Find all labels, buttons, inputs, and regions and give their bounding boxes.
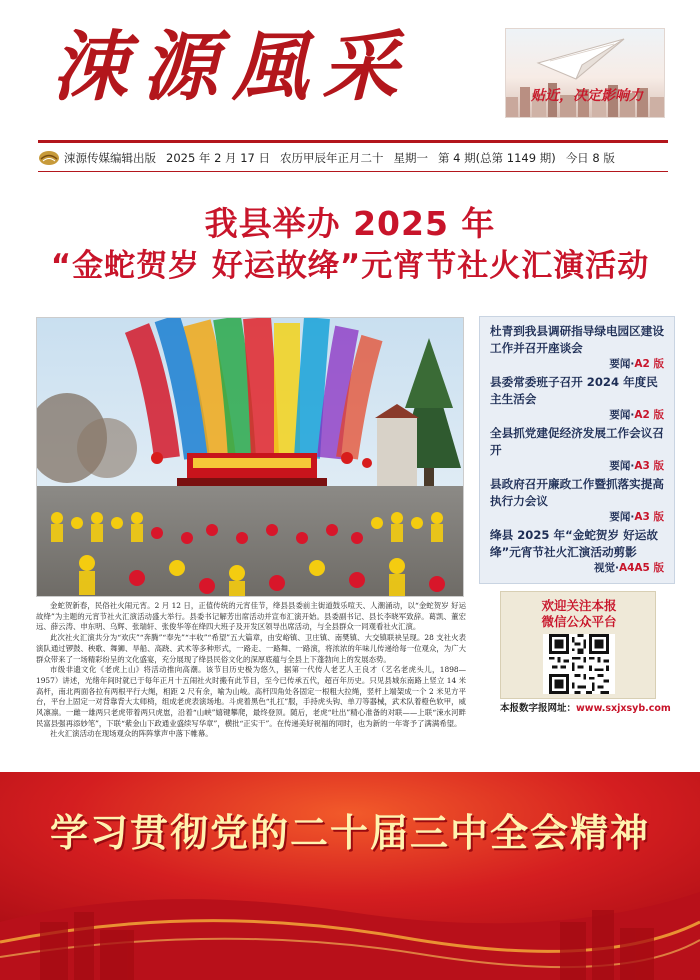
sidebar-item-page: 要闻·A2 版: [609, 358, 664, 370]
sidebar-item[interactable]: [490, 527, 664, 576]
event-photo: [36, 317, 464, 597]
headline-line-1: 我县举办 2025 年: [204, 204, 496, 243]
sidebar-item[interactable]: [490, 323, 664, 372]
sidebar-item-title[interactable]: 县委常委班子召开 2024 年度民主生活会: [490, 375, 658, 406]
qr-heading: 欢迎关注本报 微信公众平台: [541, 598, 617, 629]
lunar-date: 农历甲辰年正月二十: [280, 151, 384, 165]
publisher-logo-icon: [38, 150, 60, 166]
issue-date: 2025 年 2 月 17 日: [166, 151, 270, 165]
sidebar-item[interactable]: [490, 374, 664, 423]
masthead: [0, 0, 700, 145]
masthead-rule: [38, 140, 668, 143]
article-paragraph: 此次社火汇演共分为“欢庆”“奔腾”“奉先”“丰收”“希望”五大篇章，由安峪镇、卫庄镇、南樊镇、大交镇联袂呈现。28 支社火表演队通过锣鼓、秧歌、舞狮、旱船、高跷、武术等多种形式，一路走、一路舞、一路演，将浓浓的年味儿传递给每一位观众，为广大群众带来了一场精彩纷呈的文化盛宴，充分展现了绛县民俗文化的深厚底蕴与全县上下蓬勃向上的发展态势。: [36, 633, 466, 664]
contents-sidebar: [479, 316, 675, 584]
sidebar-item[interactable]: [490, 476, 664, 525]
promo-slogan: 贴近，决定影响力: [531, 88, 643, 104]
article-paragraph: 金蛇贺新春，民俗社火闹元宵。2 月 12 日，正值传统的元宵佳节，绛县县委前主街道鼓乐喧天、人潮涌动，以“金蛇贺岁 好运故绛”为主题的元宵节社火汇演活动盛大举行。县委书记解芳出席活动并宣布汇演开始。县委副书记、县长李晓军致辞。葛凯、董宏远、薛云涛、申东明、乌辉、张瑞轩、张俊华等在绛四大班子及开发区领导出席活动，与全县群众一同观看社火汇演。: [36, 601, 466, 632]
issue-number: 第 4 期(总第 1149 期): [438, 151, 556, 165]
website-url[interactable]: www.sxjxsyb.com: [576, 703, 671, 714]
promo-box: [505, 28, 665, 118]
page-count: 今日 8 版: [565, 151, 615, 165]
edition-line: [38, 147, 668, 169]
newspaper-title: 涑源風采: [52, 22, 412, 111]
website-line: [500, 700, 676, 714]
edition-rule: [38, 171, 668, 172]
sidebar-item-title[interactable]: 杜青到我县调研指导绿电园区建设工作并召开座谈会: [490, 324, 664, 355]
sidebar-item[interactable]: [490, 425, 664, 474]
article-paragraph: 市级非遗文化《老虎上山》将活动推向高潮。该节目历史极为悠久，据第一代传人老艺人王良才（艺名老虎头儿，1898—1957）讲述，光绪年间时就已于每年正月十五闹社火时搬有此节目，至今已传承五代，超百年历史。只见县城东南路上竖立 14 米高杆，南北两面各拉有两根平行大绳，相距 2 尺有余，喻为山峻。高杆四角处各固定一根粗大拉绳，竖杆上端架成一个 2 米见方平台，平台上固定一对背靠背大太师椅，组成老虎表演场地。斗虎着黑色“扎扛”服，手持虎头钩、单刀等器械，武术队着橙色软甲，威风凛凛。一雌一雄两只老虎带着两只虎崽，沿着“山峡”嬉键攀爬，最终登顶。随后，老虎“吐出”精心准备的对联——上联“涑水河畔民富县强再添妙笔”，下联“紫金山下政通业盛续写华章”，横批“正实干”。在传递美好祝福的同时，也为新的一年寄予了满满希望。: [36, 665, 466, 728]
bottom-banner: [0, 772, 700, 980]
article-paragraph: 社火汇演活动在现场观众的阵阵掌声中落下帷幕。: [50, 729, 213, 739]
qr-code-icon[interactable]: [543, 634, 615, 694]
headline-line-2: “金蛇贺岁 好运故绛”元宵节社火汇演活动: [50, 248, 650, 284]
wechat-qr-box: [500, 591, 656, 699]
sidebar-item-page: 要闻·A3 版: [609, 460, 664, 472]
weekday: 星期一: [393, 151, 428, 165]
firework-celebration-photo: [37, 318, 464, 597]
sidebar-item-page: 要闻·A3 版: [609, 511, 664, 523]
sidebar-item-title[interactable]: 全县抓党建促经济发展工作会议召开: [490, 426, 664, 457]
paper-plane-icon: [536, 35, 626, 81]
sidebar-item-page: 视觉·A4A5 版: [593, 562, 664, 574]
article-body: [36, 601, 466, 740]
banner-slogan: 学习贯彻党的二十届三中全会精神: [49, 811, 650, 855]
website-label: 本报数字报网址：: [500, 703, 577, 714]
publisher: 涑源传媒编辑出版: [64, 151, 156, 165]
sidebar-item-page: 要闻·A2 版: [609, 409, 664, 421]
sidebar-item-title[interactable]: 绛县 2025 年“金蛇贺岁 好运故绛”元宵节社火汇演活动剪影: [490, 528, 658, 559]
sidebar-item-title[interactable]: 县政府召开廉政工作暨抓落实提高执行力会议: [490, 477, 664, 508]
